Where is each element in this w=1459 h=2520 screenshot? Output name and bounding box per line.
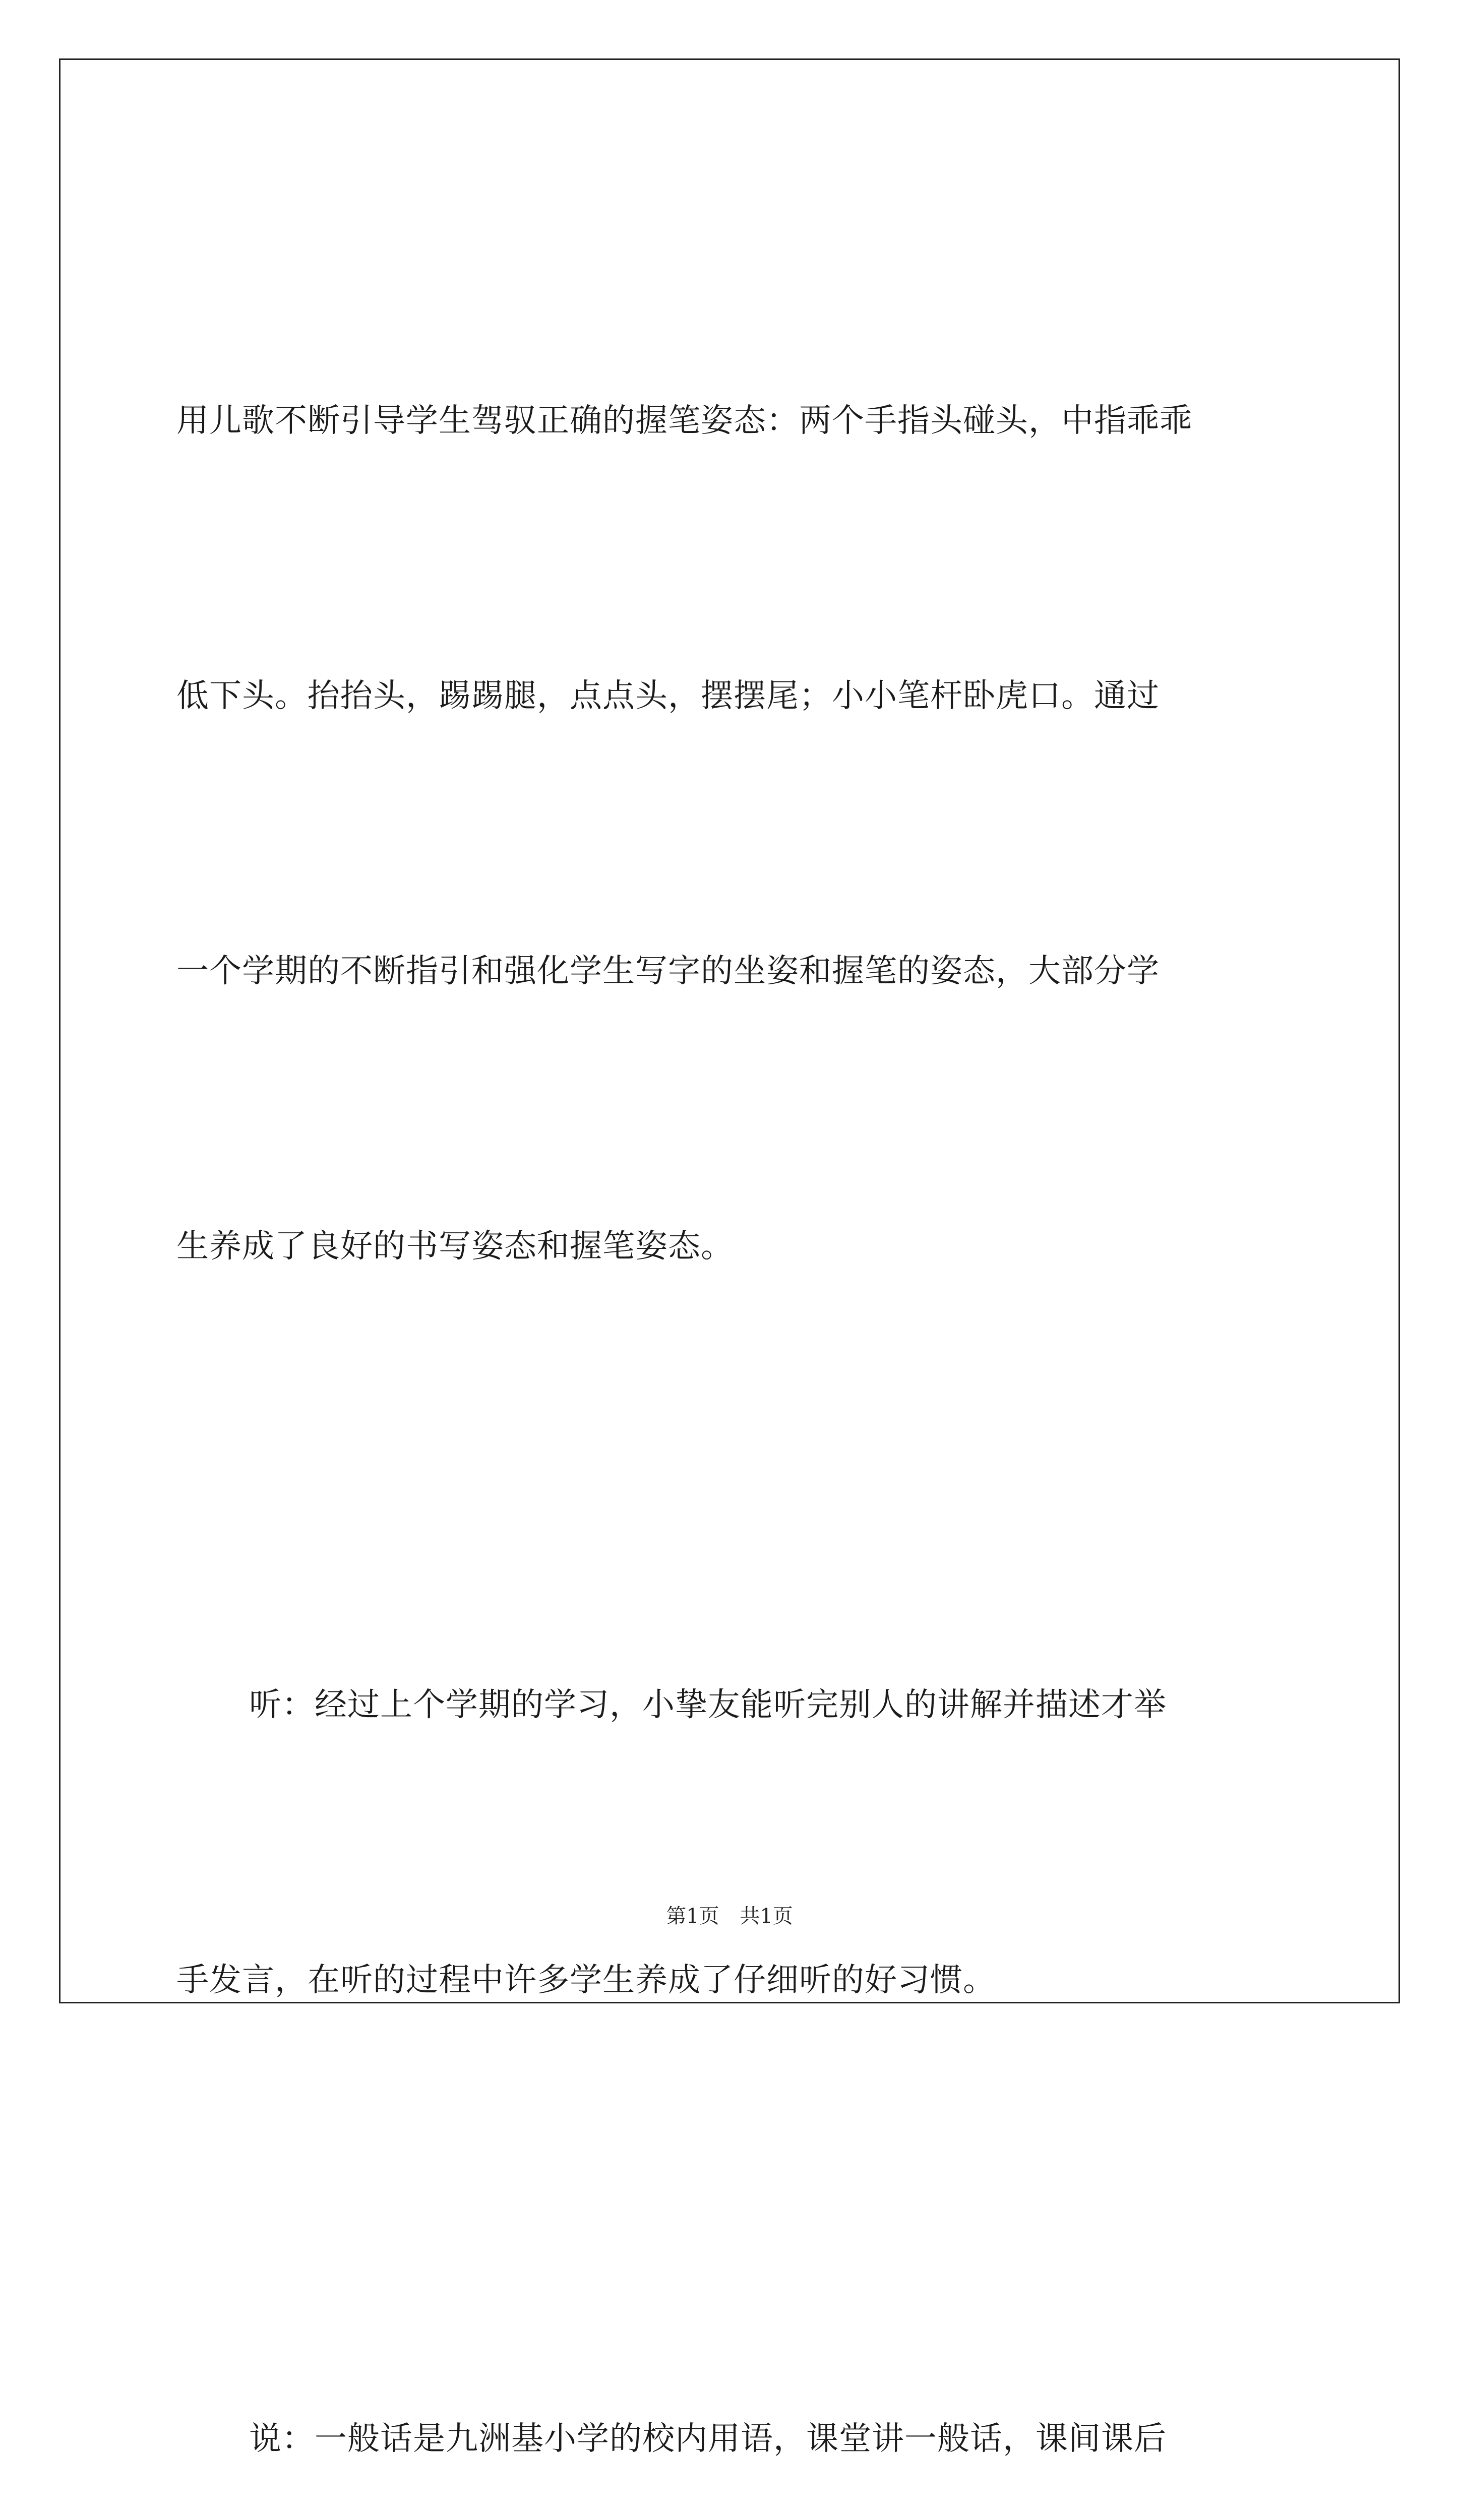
- text-line: 手发言，在听的过程中许多学生养成了仔细听的好习惯。: [176, 1962, 996, 1999]
- text-line: 生养成了良好的书写姿态和握笔姿态。: [176, 1228, 734, 1265]
- text-line: 低下头。抬抬头，踢踢腿，点点头，摆摆尾；小小笔杆卧虎口。通过: [176, 677, 1160, 715]
- text-line: 用儿歌不断引导学生驾驭正确的握笔姿态：两个手指头碰头，中指乖乖: [176, 402, 1192, 439]
- page-footer: [0, 1900, 1459, 1929]
- paragraph-speaking: [176, 2210, 1311, 2520]
- text-line: 说：一般话是九洲基小学的校内用语，课堂讲一般话，课间课后: [249, 2420, 1167, 2458]
- document-body: [176, 192, 1311, 2520]
- page-number: 第1页: [666, 1905, 719, 1928]
- text-line: 听：经过上个学期的学习，小挚友能听完别人的讲解并描述才举: [249, 1686, 1167, 1724]
- text-line: 一个学期的不断指引和强化学生写字的坐姿和握笔的姿态，大部分学: [176, 953, 1160, 990]
- paragraph-listening: [176, 1476, 1311, 2210]
- paragraph-pen-grip: [176, 192, 1311, 1476]
- page-total: 共1页: [740, 1905, 793, 1928]
